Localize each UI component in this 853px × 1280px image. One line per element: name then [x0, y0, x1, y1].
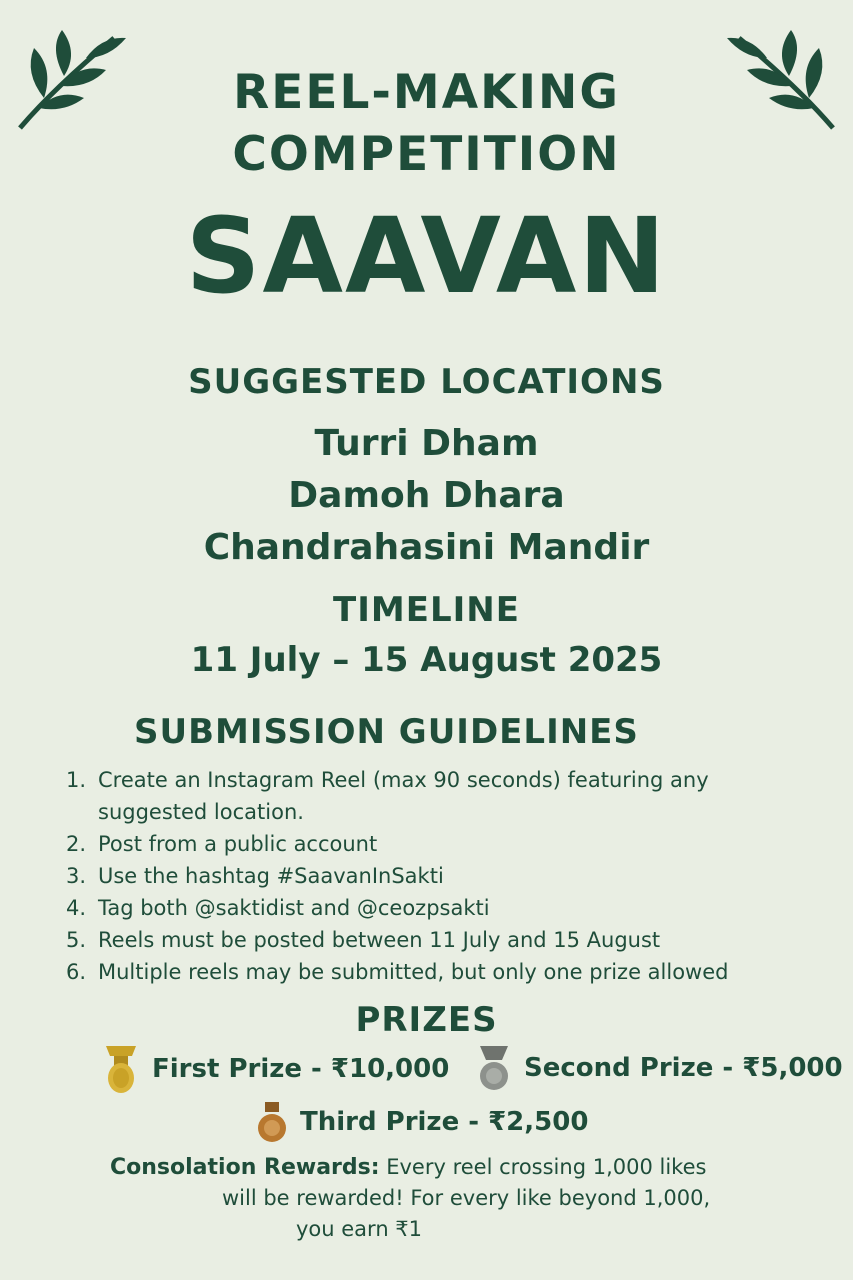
list-item: 5. Reels must be posted between 11 July and 15 August [66, 928, 661, 952]
third-prize: Third Prize - ₹2,500 [256, 1100, 588, 1144]
locations-list [0, 418, 853, 574]
list-item: 1. Create an Instagram Reel (max 90 seconds) featuring any suggested location. [66, 768, 709, 824]
second-prize: Second Prize - ₹5,000 [476, 1044, 843, 1092]
timeline-heading: TIMELINE [333, 590, 520, 630]
bronze-medal-icon [256, 1100, 288, 1144]
list-item: 4. Tag both @saktidist and @ceozpsakti [66, 896, 490, 920]
competition-title: REEL-MAKING COMPETITION [232, 65, 621, 182]
first-prize: First Prize - ₹10,000 [102, 1044, 449, 1094]
list-item: 2. Post from a public account [66, 832, 378, 856]
locations-heading: SUGGESTED LOCATIONS [188, 362, 665, 402]
location-item: Turri Dham [314, 423, 539, 464]
list-item: 3. Use the hashtag #SaavanInSakti [66, 864, 444, 888]
timeline-dates: 11 July – 15 August 2025 [190, 640, 663, 680]
prizes-heading: PRIZES [355, 1000, 498, 1040]
location-item: Damoh Dhara [288, 475, 565, 516]
consolation-rewards: Consolation Rewards: Every reel crossing 1,000 likes will be rewarded! For every like beyond 1,000, you earn ₹1 [110, 1155, 711, 1241]
consolation-label: Consolation Rewards: [110, 1155, 380, 1180]
guidelines-heading: SUBMISSION GUIDELINES [134, 712, 639, 752]
guidelines-list [66, 764, 806, 988]
location-item: Chandrahasini Mandir [203, 527, 650, 568]
gold-medal-icon [102, 1044, 140, 1094]
event-name: SAAVAN [185, 195, 668, 317]
list-item: 6. Multiple reels may be submitted, but only one prize allowed [66, 960, 729, 984]
silver-medal-icon [476, 1044, 512, 1092]
